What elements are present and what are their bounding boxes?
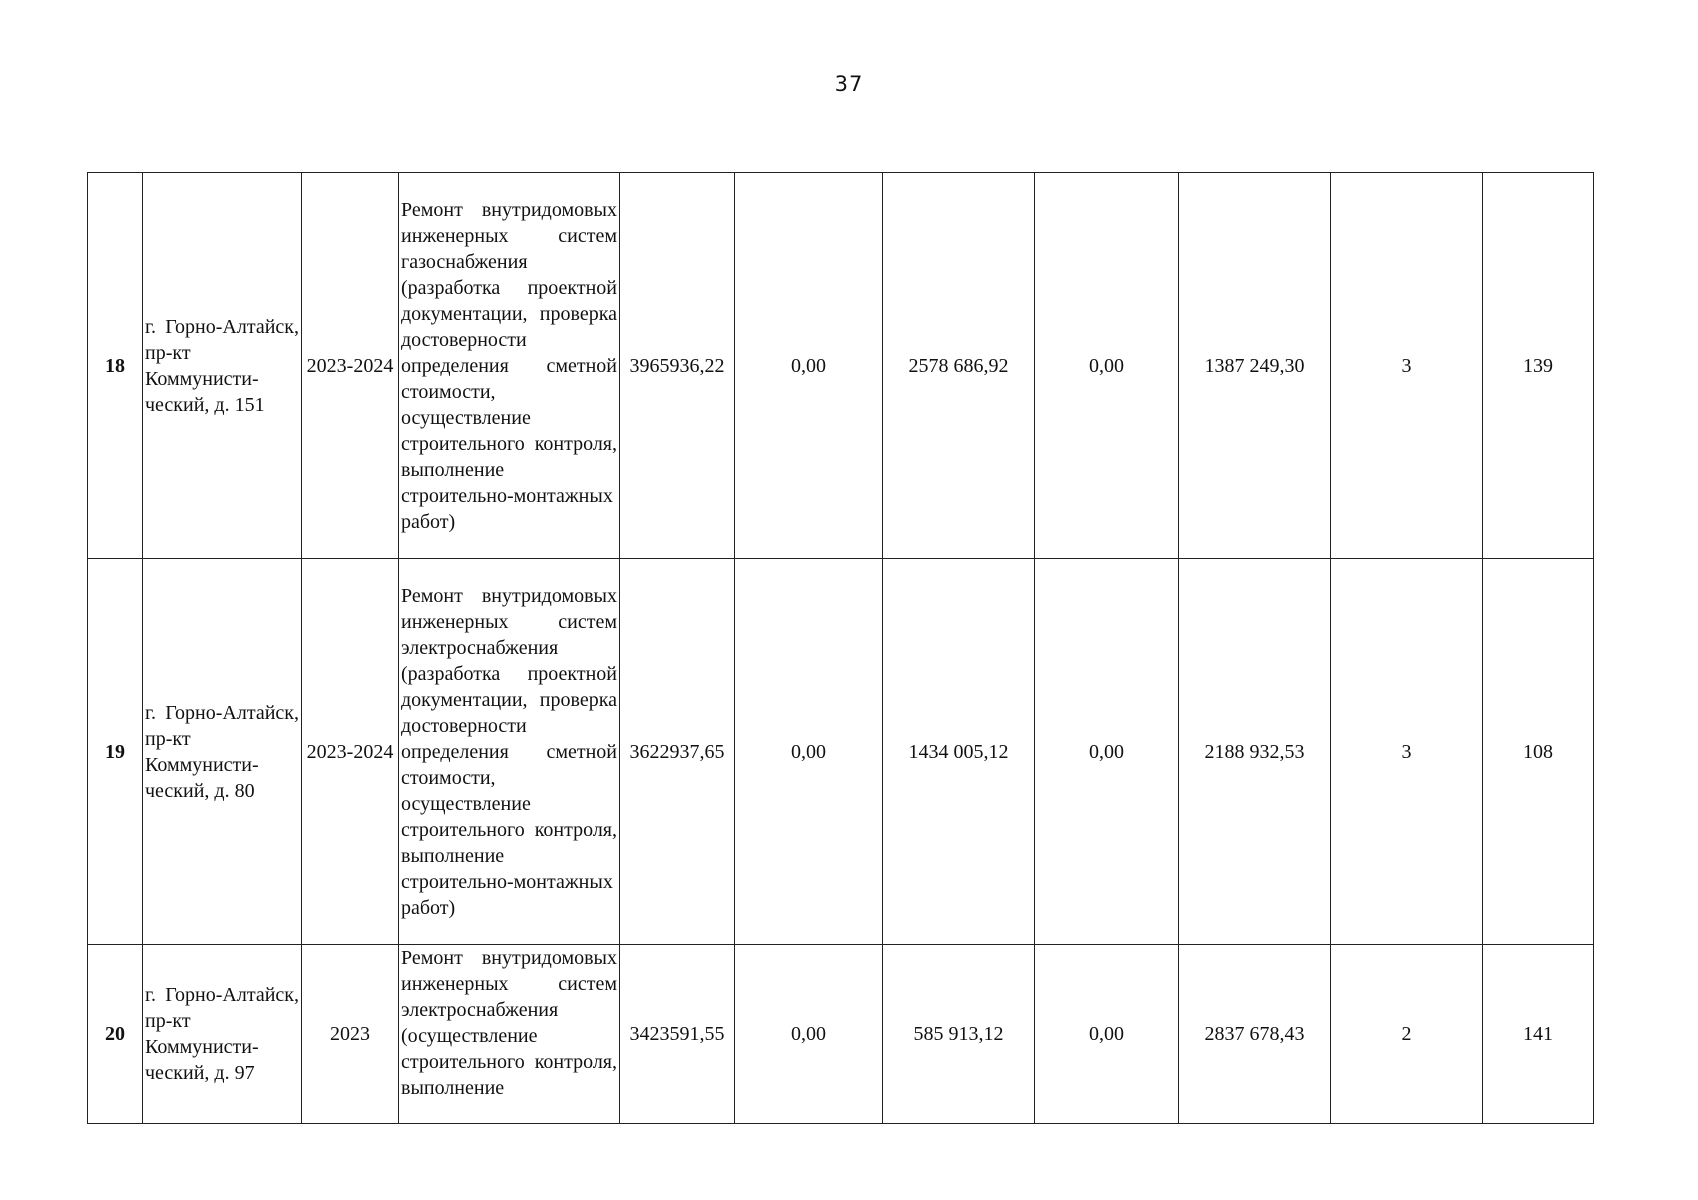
- table-row: [88, 945, 1594, 1124]
- work-description-cell: Ремонт внутридомовых инженерных систем электроснабжения (разработка проектной документации, проверка достоверности определения сметной стоимости, осуществление строительного контроля, выполнение строительно-монтажных работ): [399, 559, 620, 945]
- value-cell: 0,00: [735, 559, 883, 945]
- repair-program-table: [87, 172, 1594, 1124]
- total-cost-cell: 3622937,65: [620, 559, 735, 945]
- total-cost-cell: 3423591,55: [620, 945, 735, 1124]
- address-cell: г. Горно-Алтайск, пр-кт Коммунисти-ческий, д. 80: [143, 559, 302, 945]
- address-cell: г. Горно-Алтайск, пр-кт Коммунисти-ческий, д. 151: [143, 173, 302, 559]
- value-cell: 0,00: [1035, 559, 1179, 945]
- value-cell: 2578 686,92: [883, 173, 1035, 559]
- value-cell: 108: [1483, 559, 1594, 945]
- value-cell: 139: [1483, 173, 1594, 559]
- work-description-cell: Ремонт внутридомовых инженерных систем газоснабжения (разработка проектной документации, проверка достоверности определения сметной стоимости, осуществление строительного контроля, выполнение строительно-монтажных работ): [399, 173, 620, 559]
- value-cell: 2: [1331, 945, 1483, 1124]
- row-number: 18: [88, 173, 143, 559]
- value-cell: 141: [1483, 945, 1594, 1124]
- value-cell: 585 913,12: [883, 945, 1035, 1124]
- total-cost-cell: 3965936,22: [620, 173, 735, 559]
- address-cell: г. Горно-Алтайск, пр-кт Коммунисти-ческий, д. 97: [143, 945, 302, 1124]
- row-number: 19: [88, 559, 143, 945]
- value-cell: 3: [1331, 559, 1483, 945]
- years-cell: 2023-2024: [302, 559, 399, 945]
- years-cell: 2023: [302, 945, 399, 1124]
- value-cell: 0,00: [735, 945, 883, 1124]
- work-description-cell: Ремонт внутридомовых инженерных систем электроснабжения (осуществление строительного контроля, выполнение: [399, 945, 620, 1124]
- value-cell: 0,00: [1035, 173, 1179, 559]
- table-row: [88, 173, 1594, 559]
- value-cell: 2188 932,53: [1179, 559, 1331, 945]
- row-number: 20: [88, 945, 143, 1124]
- value-cell: 2837 678,43: [1179, 945, 1331, 1124]
- value-cell: 3: [1331, 173, 1483, 559]
- page-number: 37: [834, 72, 864, 96]
- table-row: [88, 559, 1594, 945]
- value-cell: 0,00: [735, 173, 883, 559]
- value-cell: 1434 005,12: [883, 559, 1035, 945]
- value-cell: 1387 249,30: [1179, 173, 1331, 559]
- years-cell: 2023-2024: [302, 173, 399, 559]
- value-cell: 0,00: [1035, 945, 1179, 1124]
